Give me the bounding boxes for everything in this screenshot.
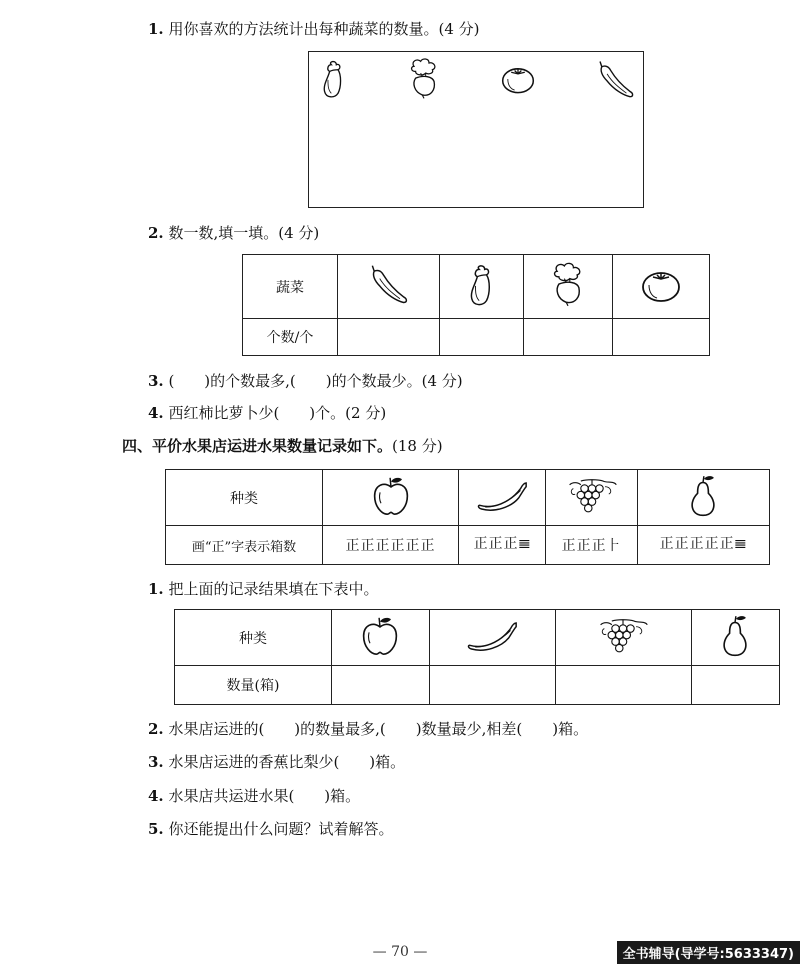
pepper-cell — [338, 255, 440, 319]
banana-tally — [459, 526, 546, 565]
grapes-tally — [546, 526, 637, 565]
answer-cell[interactable] — [691, 666, 779, 705]
part-3 — [148, 751, 405, 772]
part-5 — [148, 818, 393, 839]
question-text: 水果店运进的( )的数量最多,( )数量最少,相差( )箱。 — [168, 720, 589, 738]
section-points: (18 分) — [392, 437, 443, 455]
part-4 — [148, 785, 360, 806]
apple-tally — [323, 526, 459, 565]
question-2 — [148, 222, 319, 243]
table-header-cell: 种类 — [166, 470, 323, 526]
table-header-cell: 种类 — [175, 610, 332, 666]
answer-cell[interactable] — [429, 666, 555, 705]
apple-icon — [360, 614, 400, 658]
banana-cell — [459, 470, 546, 526]
page-number: — 70 — — [372, 944, 428, 960]
question-3 — [148, 370, 463, 391]
question-points: (4 分) — [421, 372, 463, 390]
question-text: 把上面的记录结果填在下表中。 — [168, 580, 379, 598]
pepper-icon — [593, 58, 637, 102]
part-1 — [148, 578, 378, 599]
eggplant-icon — [462, 262, 500, 308]
tomato-cell — [612, 255, 709, 319]
question-number: 3. — [148, 372, 164, 390]
grapes-cell — [546, 470, 637, 526]
pear-cell — [637, 470, 769, 526]
question-points: (4 分) — [278, 224, 320, 242]
part-2 — [148, 718, 588, 739]
answer-cell[interactable] — [555, 666, 691, 705]
answer-cell[interactable] — [612, 319, 709, 356]
radish-icon — [405, 58, 443, 100]
banana-cell — [429, 610, 555, 666]
question-text: 水果店运进的香蕉比梨少( )箱。 — [168, 753, 406, 771]
pear-cell — [691, 610, 779, 666]
question-points: (2 分) — [345, 404, 387, 422]
section-4-title — [122, 435, 443, 456]
question-number: 1. — [148, 580, 164, 598]
row-label-cell: 数量(箱) — [175, 666, 332, 705]
apple-cell — [323, 470, 459, 526]
banana-icon — [476, 479, 528, 513]
row-label-cell: 个数/个 — [243, 319, 338, 356]
question-text: ( )的个数最多,( )的个数最少。 — [168, 372, 422, 390]
question-number: 4. — [148, 787, 164, 805]
tally-partial-mark: 𝍣 — [518, 536, 531, 552]
question-number: 2. — [148, 720, 164, 738]
eggplant-cell — [439, 255, 523, 319]
tally-text: 正正正 — [473, 536, 519, 552]
pear-icon — [685, 473, 721, 519]
tally-partial-mark: ⺊ — [606, 538, 622, 554]
pear-icon — [717, 613, 753, 659]
question-text: 数一数,填一填。 — [168, 224, 279, 242]
question-number: 2. — [148, 224, 164, 242]
book-guide-tag: 全书辅导(导学号:5633347) — [617, 941, 800, 964]
eggplant-icon — [315, 58, 351, 100]
question-points: (4 分) — [438, 20, 480, 38]
pear-tally — [637, 526, 769, 565]
tally-text: 正正正 — [561, 538, 607, 554]
tally-text: 正正正正正 — [659, 536, 735, 552]
tomato-icon — [639, 265, 683, 305]
fruit-tally-record-table — [165, 469, 770, 565]
pepper-icon — [365, 262, 411, 308]
grapes-icon — [595, 615, 651, 657]
banana-icon — [466, 619, 518, 653]
grapes-cell — [555, 610, 691, 666]
apple-cell — [332, 610, 430, 666]
vegetable-count-table — [242, 254, 710, 356]
question-number: 5. — [148, 820, 164, 838]
question-text: 西红柿比萝卜少( )个。 — [168, 404, 346, 422]
question-1 — [148, 18, 480, 39]
question-text: 你还能提出什么问题？试着解答。 — [168, 820, 394, 838]
tally-text: 正正正正正正 — [345, 538, 436, 554]
answer-cell[interactable] — [332, 666, 430, 705]
tally-partial-mark: 𝍣 — [734, 536, 748, 552]
section-title-text: 四、平价水果店运进水果数量记录如下。 — [122, 437, 393, 455]
grapes-icon — [564, 475, 620, 517]
tally-answer-box[interactable] — [308, 51, 644, 208]
answer-cell[interactable] — [338, 319, 440, 356]
question-number: 4. — [148, 404, 164, 422]
answer-cell[interactable] — [523, 319, 612, 356]
row-label-cell: 画“正”字表示箱数 — [166, 526, 323, 565]
radish-cell — [523, 255, 612, 319]
question-number: 1. — [148, 20, 164, 38]
apple-icon — [371, 474, 411, 518]
radish-icon — [548, 262, 588, 308]
question-4 — [148, 402, 386, 423]
question-number: 3. — [148, 753, 164, 771]
answer-cell[interactable] — [439, 319, 523, 356]
fruit-count-table — [174, 609, 780, 705]
tomato-icon — [499, 62, 537, 96]
table-header-cell: 蔬菜 — [243, 255, 338, 319]
question-text: 用你喜欢的方法统计出每种蔬菜的数量。 — [168, 20, 439, 38]
question-text: 水果店共运进水果( )箱。 — [168, 787, 361, 805]
